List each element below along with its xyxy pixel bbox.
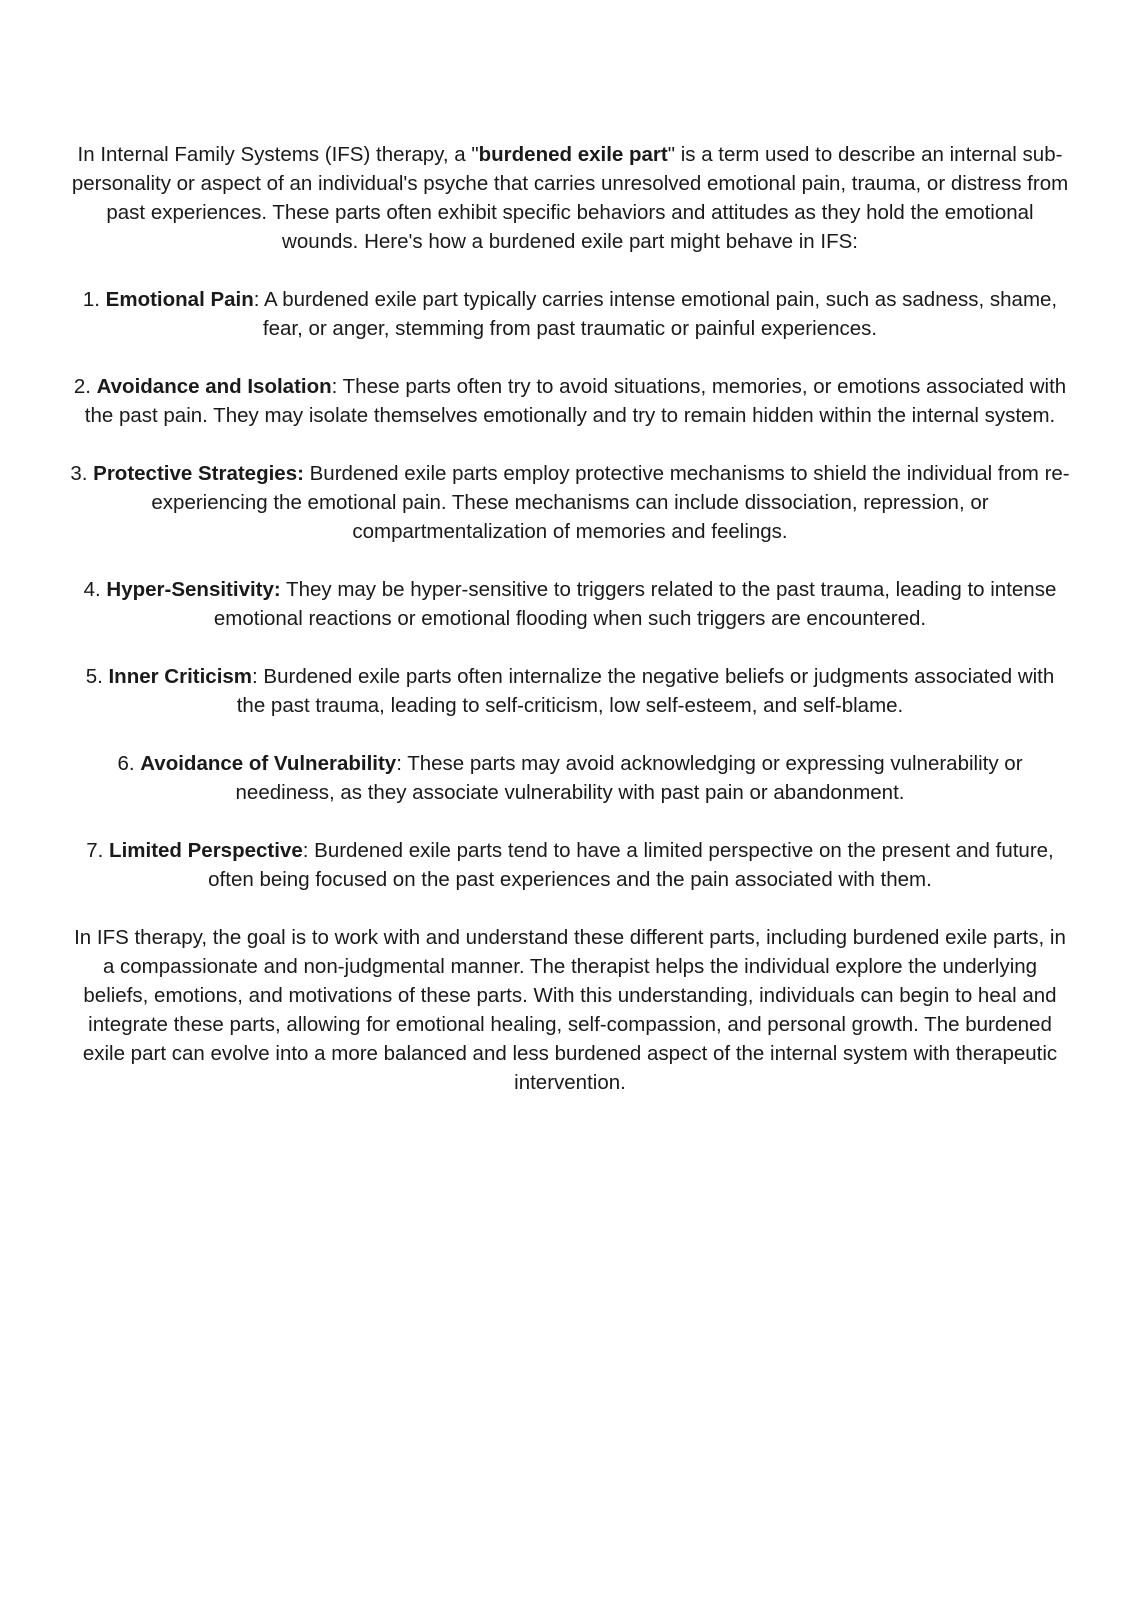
item-title: Avoidance and Isolation	[96, 375, 332, 398]
item-title: Limited Perspective	[109, 839, 303, 862]
conclusion-paragraph: In IFS therapy, the goal is to work with and understand these different parts, including burdened exile parts, in a compassionate and non-judgmental manner. The therapist helps the individual explore the underlying beliefs, emotions, and motivations of these parts. With this understanding, individuals can begin to heal and integrate these parts, allowing for emotional healing, self-compassion, and personal growth. The burdened exile part can evolve into a more balanced and less burdened aspect of the internal system with therapeutic intervention.	[74, 926, 1066, 1094]
item-number: 7.	[86, 839, 110, 862]
item-text: : These parts may avoid acknowledging or expressing vulnerability or neediness, as they associate vulnerability with past pain or abandonment.	[235, 752, 1023, 804]
list-item-limited-perspective	[70, 836, 1070, 894]
item-text: : A burdened exile part typically carries intense emotional pain, such as sadness, shame, fear, or anger, stemming from past traumatic or painful experiences.	[253, 288, 1058, 340]
item-number: 4.	[83, 578, 107, 601]
item-number: 3.	[70, 462, 94, 485]
item-number: 2.	[73, 375, 97, 398]
list-item-inner-criticism	[70, 662, 1070, 720]
intro-paragraph	[70, 140, 1070, 256]
item-text: : Burdened exile parts often internalize the negative beliefs or judgments associated with the past trauma, leading to self-criticism, low self-esteem, and self-blame.	[236, 665, 1055, 717]
list-item-hyper-sensitivity	[70, 575, 1070, 633]
item-text: : These parts often try to avoid situations, memories, or emotions associated with the past pain. They may isolate themselves emotionally and try to remain hidden within the internal system.	[84, 375, 1067, 427]
intro-bold-term: burdened exile part	[478, 143, 668, 166]
list-item-protective-strategies	[70, 459, 1070, 546]
document-page	[70, 140, 1070, 1126]
item-title: Emotional Pain	[105, 288, 254, 311]
item-number: 1.	[82, 288, 106, 311]
intro-text-after: " is a term used to describe an internal sub-personality or aspect of an individual's psyche that carries unresolved emotional pain, trauma, or distress from past experiences. These parts often exhibit specific behaviors and attitudes as they hold the emotional wounds. Here's how a burdened exile part might behave in IFS:	[71, 143, 1069, 253]
item-number: 5.	[85, 665, 109, 688]
intro-text-before: In Internal Family Systems (IFS) therapy, a "	[77, 143, 479, 166]
list-item-avoidance-of-vulnerability	[70, 749, 1070, 807]
item-number: 6.	[117, 752, 141, 775]
list-item-avoidance-and-isolation	[70, 372, 1070, 430]
item-text: They may be hyper-sensitive to triggers related to the past trauma, leading to intense emotional reactions or emotional flooding when such triggers are encountered.	[213, 578, 1057, 630]
item-title: Hyper-Sensitivity:	[106, 578, 281, 601]
item-text: Burdened exile parts employ protective mechanisms to shield the individual from re-experiencing the emotional pain. These mechanisms can include dissociation, repression, or compartmentalization of memories and feelings.	[151, 462, 1070, 543]
item-text: : Burdened exile parts tend to have a limited perspective on the present and future, often being focused on the past experiences and the pain associated with them.	[208, 839, 1054, 891]
item-title: Protective Strategies:	[93, 462, 304, 485]
list-item-emotional-pain	[70, 285, 1070, 343]
item-title: Inner Criticism	[108, 665, 253, 688]
item-title: Avoidance of Vulnerability	[140, 752, 397, 775]
